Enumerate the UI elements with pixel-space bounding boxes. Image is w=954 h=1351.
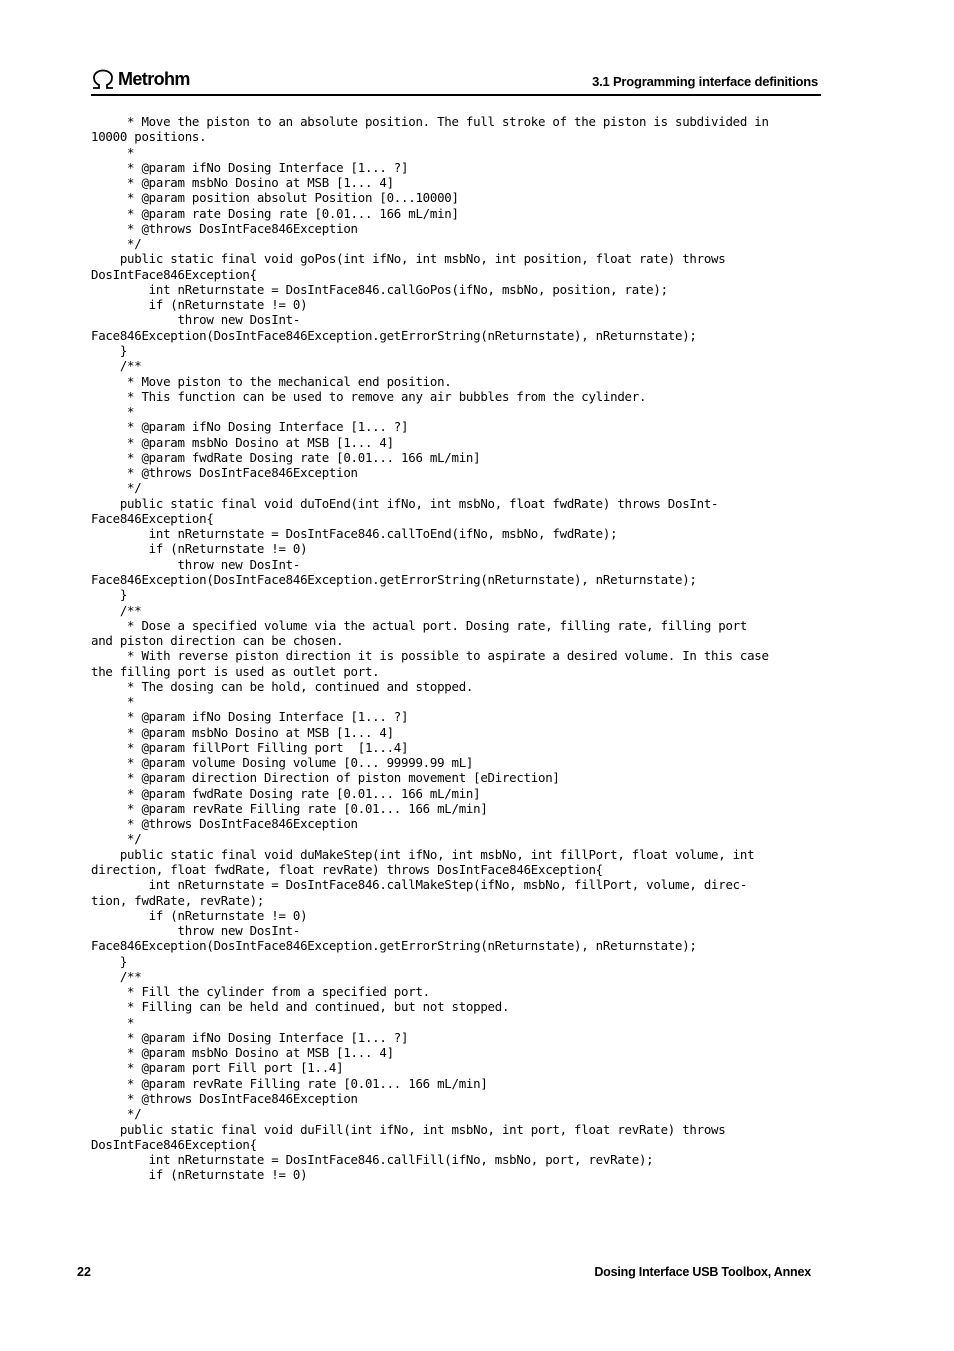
code-line: * @param revRate Filling rate [0.01... 166 mL/min] (91, 800, 488, 816)
code-line: */ (91, 236, 142, 252)
code-line: public static final void goPos(int ifNo, int msbNo, int position, float rate) throws (91, 251, 726, 267)
code-line: the filling port is used as outlet port. (91, 663, 380, 679)
code-line: * (91, 1014, 135, 1030)
document-title: Dosing Interface USB Toolbox, Annex (594, 1265, 811, 1279)
brand-name: Metrohm (118, 69, 190, 89)
code-line: } (91, 587, 128, 603)
brand-logo (91, 68, 190, 90)
code-line: * The dosing can be hold, continued and stopped. (91, 678, 474, 694)
code-line: * (91, 404, 135, 420)
code-line: int nReturnstate = DosIntFace846.callMakeStep(ifNo, msbNo, fillPort, volume, direc- (91, 877, 748, 893)
code-line: * @param msbNo Dosino at MSB [1... 4] (91, 724, 394, 740)
code-line: * (91, 144, 135, 160)
code-line: * @param port Fill port [1..4] (91, 1060, 344, 1076)
code-line: if (nReturnstate != 0) (91, 1167, 308, 1183)
code-line: * @throws DosIntFace846Exception (91, 1091, 358, 1106)
omega-icon (91, 69, 115, 89)
code-line: * @param ifNo Dosing Interface [1... ?] (91, 159, 409, 175)
code-line: */ (91, 480, 142, 496)
code-line: */ (91, 831, 142, 847)
page-number: 22 (77, 1265, 91, 1279)
code-line: * @param revRate Filling rate [0.01... 166 mL/min] (91, 1075, 488, 1091)
page-header (91, 66, 821, 96)
code-line: Face846Exception(DosIntFace846Exception.getErrorString(nReturnstate), nReturnstate); (91, 327, 697, 343)
code-line: throw new DosInt- (91, 312, 301, 328)
code-line: throw new DosInt- (91, 923, 301, 939)
code-line: /** (91, 602, 142, 618)
code-line: int nReturnstate = DosIntFace846.callGoPos(ifNo, msbNo, position, rate); (91, 281, 668, 297)
code-line: int nReturnstate = DosIntFace846.callToEnd(ifNo, msbNo, fwdRate); (91, 526, 618, 542)
code-line: } (91, 953, 128, 969)
code-line: * @param rate Dosing rate [0.01... 166 mL/min] (91, 205, 459, 221)
code-line: * Dose a specified volume via the actual port. Dosing rate, filling rate, filling port (91, 617, 748, 633)
code-line: * (91, 694, 135, 710)
code-line: * Move piston to the mechanical end position. (91, 373, 452, 389)
code-line: * @param position absolut Position [0...10000] (91, 190, 459, 206)
code-line: * Fill the cylinder from a specified port. (91, 984, 430, 1000)
code-line: * @param msbNo Dosino at MSB [1... 4] (91, 1045, 394, 1061)
code-line: * @param ifNo Dosing Interface [1... ?] (91, 709, 409, 725)
code-line: if (nReturnstate != 0) (91, 297, 308, 313)
code-line: public static final void duToEnd(int ifNo, int msbNo, float fwdRate) throws DosInt- (91, 495, 719, 511)
code-line: * @param msbNo Dosino at MSB [1... 4] (91, 175, 394, 191)
code-line: tion, fwdRate, revRate); (91, 892, 265, 908)
code-line: * @throws DosIntFace846Exception (91, 465, 358, 481)
code-line: Face846Exception{ (91, 510, 214, 526)
code-line: /** (91, 358, 142, 374)
code-line: */ (91, 1106, 142, 1122)
code-line: * With reverse piston direction it is possible to aspirate a desired volume. In this case (91, 648, 769, 664)
code-line: throw new DosInt- (91, 556, 301, 572)
code-line: direction, float fwdRate, float revRate) throws DosIntFace846Exception{ (91, 862, 603, 878)
code-line: * @param ifNo Dosing Interface [1... ?] (91, 1029, 409, 1045)
code-line: * @param msbNo Dosino at MSB [1... 4] (91, 434, 394, 450)
section-title: 3.1 Programming interface definitions (592, 74, 818, 89)
code-listing (91, 114, 826, 1183)
code-line: if (nReturnstate != 0) (91, 907, 308, 923)
code-line: /** (91, 968, 142, 984)
code-line: * @param ifNo Dosing Interface [1... ?] (91, 419, 409, 435)
code-line: public static final void duFill(int ifNo, int msbNo, int port, float revRate) throws (91, 1121, 726, 1137)
code-line: * @param volume Dosing volume [0... 99999.99 mL] (91, 755, 474, 771)
code-line: * @param fwdRate Dosing rate [0.01... 166 mL/min] (91, 449, 481, 465)
code-line: * @param direction Direction of piston movement [eDirection] (91, 770, 560, 786)
code-line: } (91, 342, 128, 358)
code-line: public static final void duMakeStep(int ifNo, int msbNo, int fillPort, float volume, int (91, 846, 755, 862)
code-line: * Filling can be held and continued, but not stopped. (91, 999, 510, 1015)
code-line: 10000 positions. (91, 129, 207, 145)
code-line: Face846Exception(DosIntFace846Exception.getErrorString(nReturnstate), nReturnstate); (91, 938, 697, 954)
code-line: * This function can be used to remove any air bubbles from the cylinder. (91, 388, 647, 404)
code-line: * @throws DosIntFace846Exception (91, 220, 358, 236)
code-line: int nReturnstate = DosIntFace846.callFill(ifNo, msbNo, port, revRate); (91, 1152, 654, 1168)
code-line: DosIntFace846Exception{ (91, 266, 257, 282)
code-line: Face846Exception(DosIntFace846Exception.getErrorString(nReturnstate), nReturnstate); (91, 571, 697, 587)
code-line: * @throws DosIntFace846Exception (91, 816, 358, 832)
code-line: * Move the piston to an absolute position. The full stroke of the piston is subdivided in (91, 114, 769, 129)
code-line: if (nReturnstate != 0) (91, 541, 308, 557)
code-line: and piston direction can be chosen. (91, 633, 344, 649)
code-line: * @param fillPort Filling port [1...4] (91, 739, 409, 755)
code-line: DosIntFace846Exception{ (91, 1136, 257, 1152)
code-line: * @param fwdRate Dosing rate [0.01... 166 mL/min] (91, 785, 481, 801)
